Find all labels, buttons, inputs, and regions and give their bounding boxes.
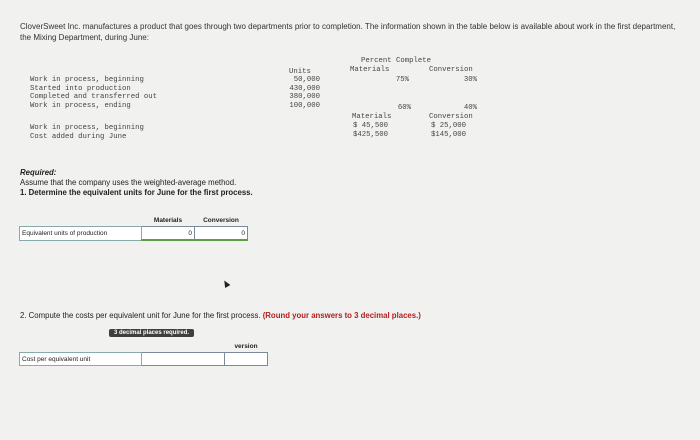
cost-row-label: Work in process, beginning — [30, 124, 144, 132]
materials-pct: 75% — [395, 76, 409, 84]
units-value: 380,000 — [289, 93, 320, 102]
cost-conversion-value: $ 25,000 — [431, 122, 467, 130]
row-label: Completed and transferred out — [30, 93, 157, 102]
conversion-pct: 40% — [463, 104, 477, 112]
cost-conversion-input[interactable] — [225, 353, 268, 366]
units-header: Units — [289, 68, 311, 76]
row-label: Started into production — [30, 84, 131, 93]
percent-complete-header: Percent Complete — [361, 57, 432, 65]
cost-row-label: Cost per equivalent unit — [20, 353, 142, 366]
row-label: Work in process, ending — [30, 101, 131, 110]
col-materials: Materials — [153, 216, 183, 224]
question-1: 1. Determine the equivalent units for June for the first process. — [20, 188, 253, 197]
materials-header: Materials — [350, 66, 390, 74]
units-value: 100,000 — [289, 101, 320, 110]
decimal-places-tooltip: 3 decimal places required. — [109, 329, 194, 337]
row-label: Work in process, beginning — [30, 76, 144, 84]
mouse-cursor-icon — [222, 279, 231, 288]
eu-row-label: Equivalent units of production — [20, 227, 142, 241]
required-title: Required: — [20, 168, 57, 177]
cost-materials-value: $425,500 — [353, 131, 389, 139]
conversion-header: Conversion — [429, 66, 473, 74]
question-2 — [20, 311, 421, 321]
cost-materials-header: Materials — [352, 113, 392, 121]
cost-per-eu-table — [19, 340, 268, 366]
cost-materials-input[interactable] — [142, 353, 225, 366]
conversion-pct: 30% — [463, 76, 477, 84]
eu-conversion-input[interactable]: 0 — [195, 227, 248, 241]
col-conversion: Conversion — [203, 216, 239, 224]
equivalent-units-table — [19, 214, 248, 241]
question-2-text: 2. Compute the costs per equivalent unit for June for the first process. — [20, 311, 261, 320]
problem-intro: CloverSweet Inc. manufactures a product that goes through two departments prior to completion. The information shown in the table below is available about work in the first department, the Mixing Department, during June: — [20, 22, 676, 42]
units-value: 50,000 — [293, 76, 320, 84]
cost-row-label: Cost added during June — [30, 133, 127, 141]
eu-materials-input[interactable]: 0 — [142, 227, 195, 241]
question-2-note: (Round your answers to 3 decimal places.) — [262, 311, 421, 320]
cost-materials-value: $ 45,500 — [353, 122, 389, 130]
units-value: 430,000 — [289, 84, 320, 93]
materials-pct: 60% — [397, 104, 411, 112]
required-assumption: Assume that the company uses the weighted-average method. — [20, 178, 237, 187]
col-conversion-partial: version — [234, 342, 258, 350]
cost-conversion-value: $145,000 — [431, 131, 467, 139]
cost-conversion-header: Conversion — [429, 113, 473, 121]
